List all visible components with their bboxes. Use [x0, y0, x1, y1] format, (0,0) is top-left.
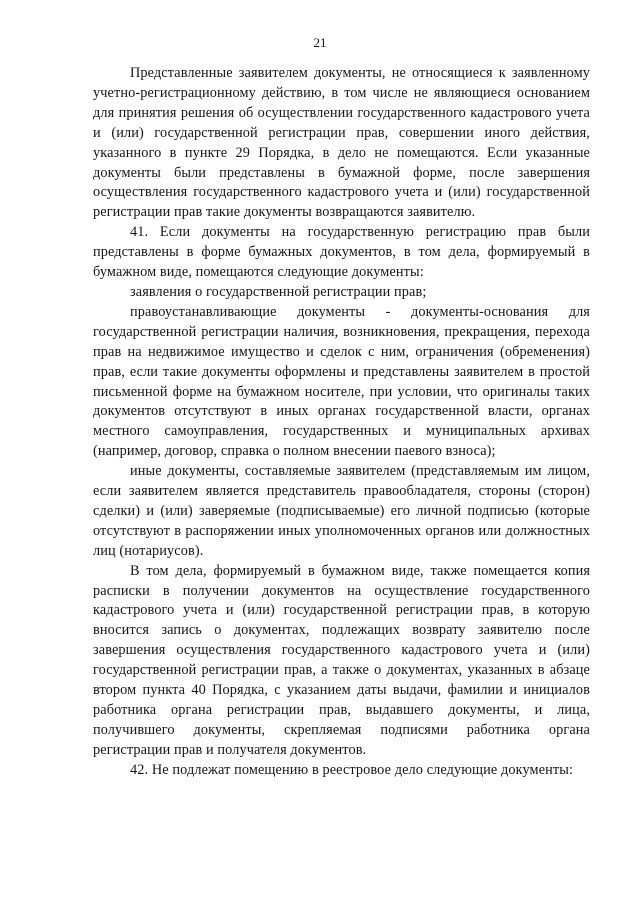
paragraph-applications: заявления о государственной регистрации прав;	[130, 283, 427, 300]
page-number: 21	[313, 35, 327, 50]
paragraph-other-documents: иные документы, составляемые заявителем (представляемым им лицом, если заявителем является представитель правообладателя, стороны (сторон) сделки) и (или) заверяемые (подписываемые) его личной подписью (которые отсутствуют в распоряжении иных уполномоченных органов или должностных лиц (нотариусов).	[93, 463, 590, 559]
paragraph-receipt-copy: В том дела, формируемый в бумажном виде, также помещается копия расписки в получении документов на осуществление государственного кадастрового учета и (или) государственной регистрации прав, в которую вносится запись о документах, подлежащих возврату заявителю после завершения осуществления государственного кадастрового учета и (или) государственной регистрации прав, а также о документах, указанных в абзаце втором пункта 40 Порядка, с указанием даты выдачи, фамилии и инициалов работника органа регистрации прав, выдавшего документы, и лица, получившего документы, скрепляемая подписями работника органа регистрации прав и получателя документов.	[93, 562, 590, 758]
paragraph-item-42: 42. Не подлежат помещению в реестровое дело следующие документы:	[130, 761, 574, 778]
paragraph-title-documents: правоустанавливающие документы - документы-основания для государственной регистрации наличия, возникновения, прекращения, перехода прав на недвижимое имущество и сделок с ним, ограничения (обременения) прав, если такие документы оформлены и представлены заявителем в простой письменной форме на бумажном носителе, при условии, что оригиналы таких документов отсутствуют в иных органах государственной власти, органах местного самоуправления, государственных и муниципальных архивах (например, договор, справка о полном внесении паевого взноса);	[93, 303, 590, 460]
paragraph-returned-documents: Представленные заявителем документы, не относящиеся к заявленному учетно-регистрационному действию, в том числе не являющиеся основанием для принятия решения об осуществлении государственного кадастрового учета и (или) государственной регистрации прав, совершении иного действия, указанного в пункте 29 Порядка, в дело не помещаются. Если указанные документы были представлены в бумажной форме, после завершения осуществления государственного кадастрового учета и (или) государственной регистрации прав такие документы возвращаются заявителю.	[93, 65, 590, 221]
paragraph-item-41: 41. Если документы на государственную регистрацию прав были представлены в форме бумажных документов, в том дела, формируемый в бумажном виде, помещаются следующие документы:	[93, 224, 590, 281]
document-body	[93, 64, 590, 781]
